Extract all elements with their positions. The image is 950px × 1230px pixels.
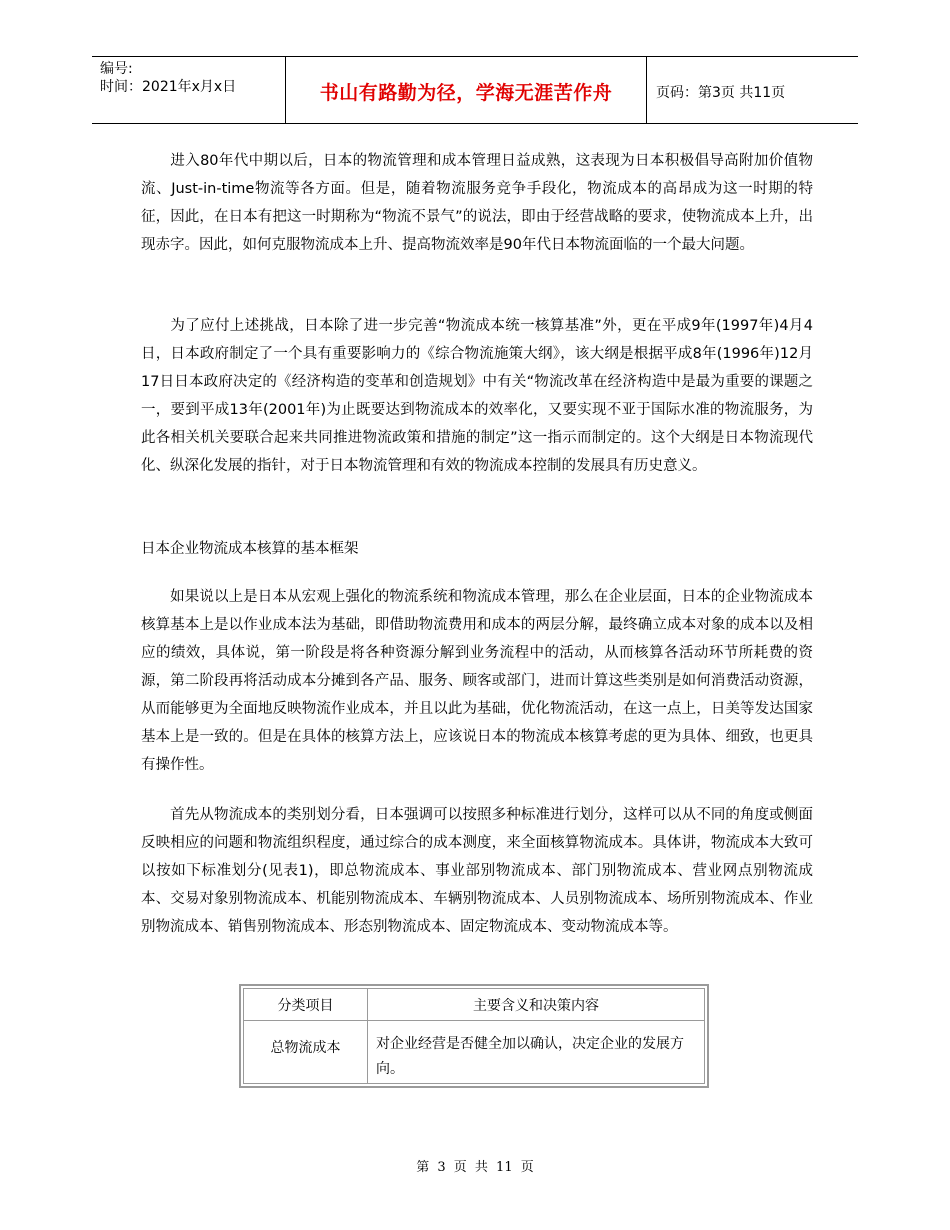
section-heading: 日本企业物流成本核算的基本框架 [141,541,359,557]
table-header-meaning: 主要含义和决策内容 [473,998,599,1014]
paragraph-4 [141,801,813,941]
table-header-category: 分类项目 [277,998,334,1014]
paragraph-1-text: 进入80年代中期以后，日本的物流管理和成本管理日益成熟，这表现为日本积极倡导高附加价值物流、Just-in-time物流等各方面。但是，随着物流服务竞争手段化，物流成本的高昂成为这一时期的特征，因此，在日本有把这一时期称为“物流不景气”的说法，即由于经营战略的要求，使物流成本上升，出现赤字。因此，如何克服物流成本上升、提高物流效率是90年代日本物流面临的一个最大问题。 [141,153,813,253]
header-page-cell [646,57,858,123]
table-frame [243,988,705,1084]
paragraph-2 [141,312,813,480]
table-cell-meaning: 对企业经营是否健全加以确认，决定企业的发展方向。 [376,1036,684,1077]
page-footer: 第 3 页 共 11 页 [416,1160,534,1175]
paragraph-1 [141,147,813,259]
header-meta-cell [92,57,285,123]
paragraph-3-text: 如果说以上是日本从宏观上强化的物流系统和物流成本管理，那么在企业层面，日本的企业物流成本核算基本上是以作业成本法为基础，即借助物流费用和成本的两层分解，最终确立成本对象的成本以及相应的绩效，具体说，第一阶段是将各种资源分解到业务流程中的活动，从而核算各活动环节所耗费的资源，第二阶段再将活动成本分摊到各产品、服务、顾客或部门，进而计算这些类别是如何消费活动资源，从而能够更为全面地反映物流作业成本，并且以此为基础，优化物流活动，在这一点上，日美等发达国家基本上是一致的。但是在具体的核算方法上，应该说日本的物流成本核算考虑的更为具体、细致，也更具有操作性。 [141,589,813,773]
motto: 书山有路勤为径，学海无涯苦作舟 [319,82,613,104]
table-header-divider [244,1020,704,1021]
paragraph-3 [141,583,813,779]
header-page-info: 页码：第3页 共11页 [656,85,786,101]
paragraph-2-text: 为了应付上述挑战，日本除了进一步完善“物流成本统一核算基准”外，更在平成9年(1997年)4月4日，日本政府制定了一个具有重要影响力的《综合物流施策大纲》，该大纲是根据平成8年(1996年)12月17日日本政府决定的《经济构造的变革和创造规划》中有关“物流改革在经济构造中是最为重要的课题之一，要到平成13年(2001年)为止既要达到物流成本的效率化，又要实现不亚于国际水准的物流服务，为此各相关机关要联合起来共同推进物流政策和措施的制定”这一指示而制定的。这个大纲是日本物流现代化、纵深化发展的指针，对于日本物流管理和有效的物流成本控制的发展具有历史意义。 [141,318,813,474]
header-motto-cell [285,57,647,123]
paragraph-4-text: 首先从物流成本的类别划分看，日本强调可以按照多种标准进行划分，这样可以从不同的角度或侧面反映相应的问题和物流组织程度，通过综合的成本测度，来全面核算物流成本。具体讲，物流成本大致可以按如下标准划分(见表1)，即总物流成本、事业部别物流成本、部门别物流成本、营业网点别物流成本、交易对象别物流成本、机能别物流成本、车辆别物流成本、人员别物流成本、场所别物流成本、作业别物流成本、销售别物流成本、形态别物流成本、固定物流成本、变动物流成本等。 [141,807,813,935]
page-header [92,56,858,124]
serial-label: 编号: [100,61,133,77]
time-label: 时间：2021年x月x日 [100,79,237,95]
classification-table [239,984,709,1088]
table-cell-category: 总物流成本 [270,1040,341,1056]
